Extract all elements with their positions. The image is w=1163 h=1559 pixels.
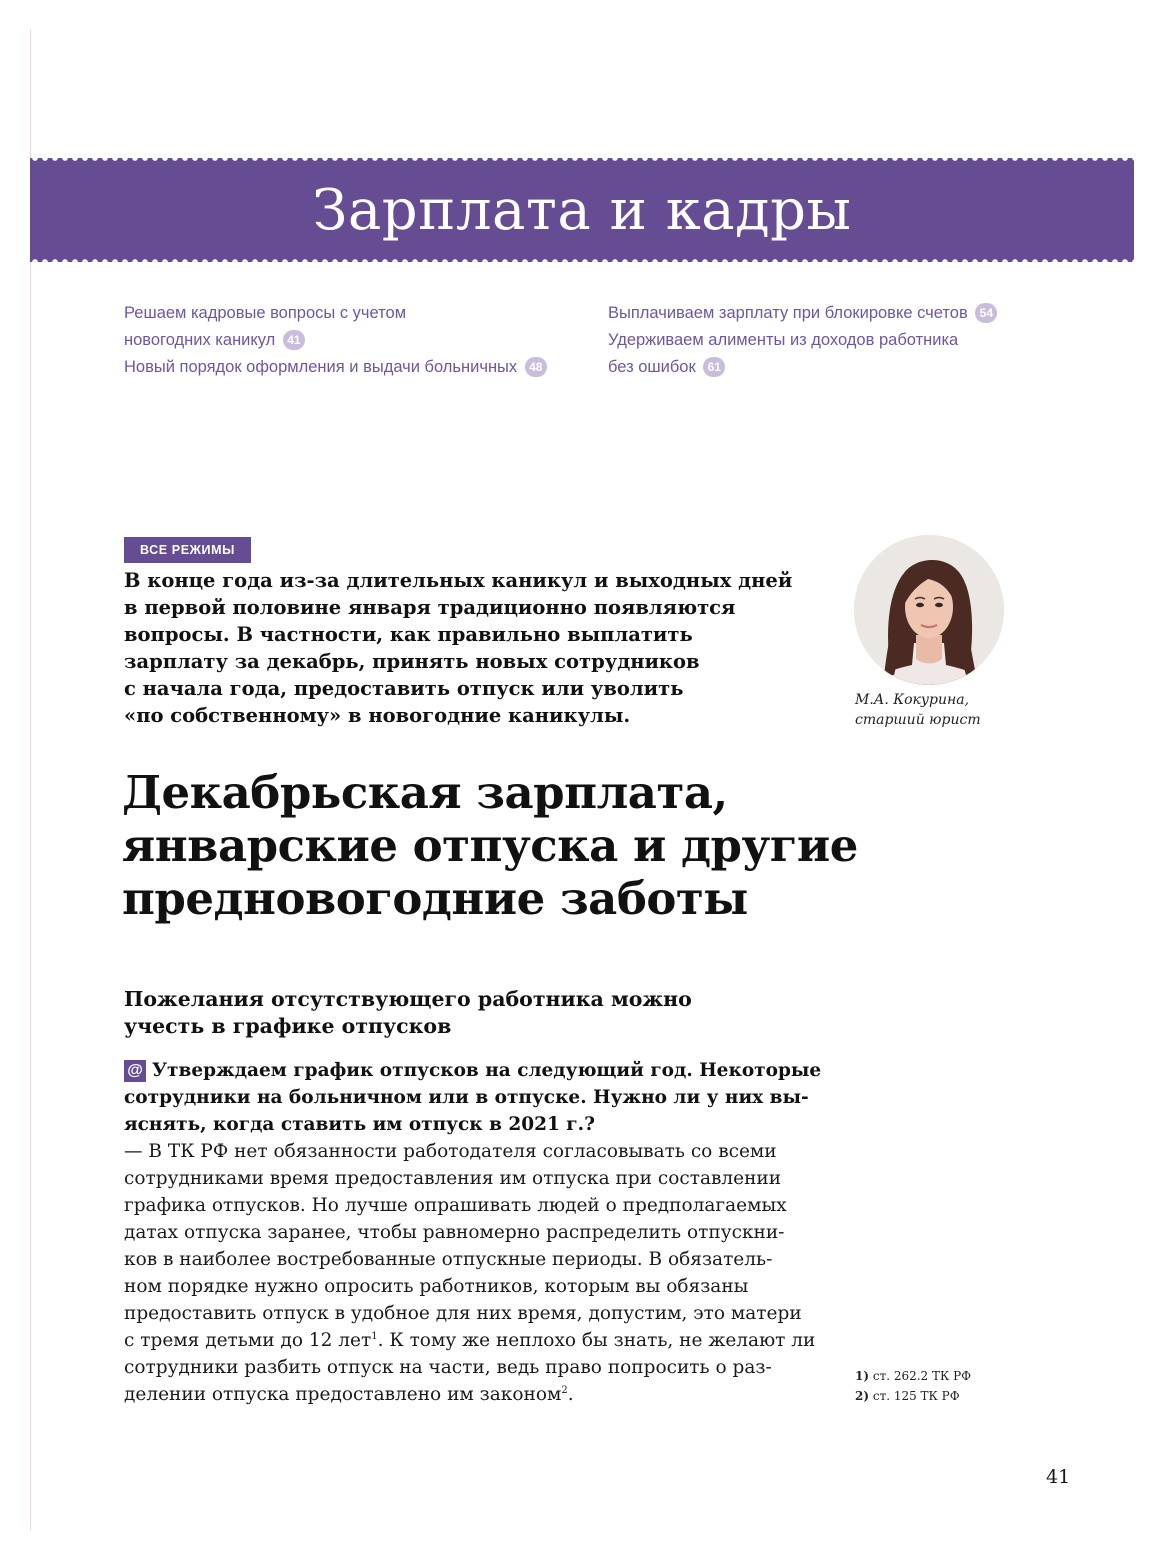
answer-line xyxy=(124,1327,814,1354)
headline-line: Декабрьская зарплата, xyxy=(122,766,728,819)
toc-page-badge: 54 xyxy=(975,303,997,323)
footnotes xyxy=(855,1366,971,1406)
reader-question xyxy=(124,1057,822,1138)
toc-item[interactable] xyxy=(608,354,1028,381)
section-title: Зарплата и кадры xyxy=(312,178,852,243)
author-name: М.А. Кокурина, xyxy=(855,692,970,708)
answer-line: датах отпуска заранее, чтобы равномерно распределить отпускни- xyxy=(124,1222,785,1243)
footnote-number: 1) xyxy=(855,1369,870,1383)
lead-line: с начала года, предоставить отпуск или уволить xyxy=(124,677,684,700)
toc-right-column xyxy=(608,300,1028,381)
answer-text: . К тому же неплохо бы знать, не желают ли xyxy=(377,1330,816,1351)
toc-item[interactable] xyxy=(124,354,564,381)
answer-line: ков в наиболее востребованные отпускные периоды. В обязатель- xyxy=(124,1249,773,1270)
toc-item[interactable] xyxy=(124,327,564,354)
footnote-text: ст. 125 ТК РФ xyxy=(869,1389,960,1403)
question-text: Утверждаем график отпусков на следующий год. Некоторые xyxy=(152,1060,822,1081)
article-headline xyxy=(122,766,942,925)
toc-item-text: Решаем кадровые вопросы с учетом xyxy=(124,304,407,322)
toc-item[interactable] xyxy=(608,327,1028,354)
expert-answer xyxy=(124,1138,814,1408)
at-sign-icon: @ xyxy=(124,1060,146,1082)
author-portrait-illustration xyxy=(854,535,1004,685)
regime-tag: ВСЕ РЕЖИМЫ xyxy=(124,537,251,563)
toc-page-badge: 61 xyxy=(703,357,725,377)
footnote-ref-1[interactable]: 1 xyxy=(371,1331,378,1342)
toc-item-text: Выплачиваем зарплату при блокировке счетов xyxy=(608,304,968,322)
question-line: яснять, когда ставить им отпуск в 2021 г.? xyxy=(124,1114,595,1135)
article-subheading xyxy=(124,986,824,1040)
answer-line: — В ТК РФ нет обязанности работодателя согласовывать со всеми xyxy=(124,1141,777,1162)
question-line xyxy=(124,1057,822,1084)
toc-item[interactable] xyxy=(124,300,564,327)
toc-item-text: Новый порядок оформления и выдачи больничных xyxy=(124,358,518,376)
footnote-number: 2) xyxy=(855,1389,870,1403)
toc-item-text: новогодних каникул xyxy=(124,331,276,349)
footnote-text: ст. 262.2 ТК РФ xyxy=(869,1369,972,1383)
question-line: сотрудники на больничном или в отпуске. Нужно ли у них вы- xyxy=(124,1087,809,1108)
answer-line: предоставить отпуск в удобное для них время, допустим, это матери xyxy=(124,1303,802,1324)
answer-line: графика отпусков. Но лучше опрашивать людей о предполагаемых xyxy=(124,1195,787,1216)
footnote xyxy=(855,1386,971,1406)
toc-item[interactable] xyxy=(608,300,1028,327)
lead-line: В конце года из-за длительных каникул и выходных дней xyxy=(124,569,793,592)
toc-page-badge: 41 xyxy=(283,330,305,350)
answer-line: сотрудниками время предоставления им отпуска при составлении xyxy=(124,1168,782,1189)
answer-text: с тремя детьми до 12 лет xyxy=(124,1330,372,1351)
author-photo xyxy=(854,535,1004,685)
answer-text: делении отпуска предоставлено им законом xyxy=(124,1384,562,1405)
lead-line: вопросы. В частности, как правильно выплатить xyxy=(124,623,693,646)
headline-line: предновогодние заботы xyxy=(122,872,748,925)
answer-text: . xyxy=(567,1384,574,1405)
answer-line: сотрудники разбить отпуск на части, ведь право попросить о раз- xyxy=(124,1357,772,1378)
author-caption xyxy=(855,690,981,730)
answer-line xyxy=(124,1381,814,1408)
page-number: 41 xyxy=(1046,1466,1071,1488)
toc-left-column xyxy=(124,300,564,381)
answer-line: ном порядке нужно опросить работников, которым вы обязаны xyxy=(124,1276,749,1297)
article-lead xyxy=(124,567,814,729)
toc-page-badge: 48 xyxy=(525,357,547,377)
toc-item-text: без ошибок xyxy=(608,358,696,376)
subhead-line: Пожелания отсутствующего работника можно xyxy=(124,987,692,1011)
toc-item-text: Удерживаем алименты из доходов работника xyxy=(608,331,959,349)
lead-line: «по собственному» в новогодние каникулы. xyxy=(124,704,631,727)
footnote-ref-2[interactable]: 2 xyxy=(561,1385,568,1396)
lead-line: зарплату за декабрь, принять новых сотрудников xyxy=(124,650,700,673)
footnote xyxy=(855,1366,971,1386)
section-banner xyxy=(30,158,1134,262)
headline-line: январские отпуска и другие xyxy=(122,819,858,872)
subhead-line: учесть в графике отпусков xyxy=(124,1014,452,1038)
author-position: старший юрист xyxy=(855,712,981,728)
lead-line: в первой половине января традиционно появляются xyxy=(124,596,736,619)
